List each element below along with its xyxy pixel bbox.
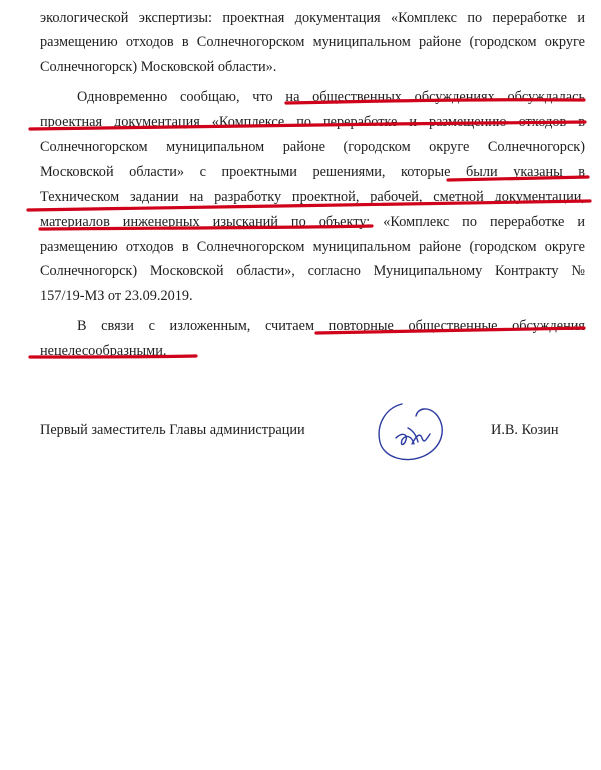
paragraph-3-line-2: нецелесообразными. <box>40 343 167 359</box>
paragraph-2-line-8: Солнечногорск) Московской области», согласно Муниципальному Контракту № <box>40 263 585 279</box>
paragraph-2-line-9: 157/19-МЗ от 23.09.2019. <box>40 288 193 304</box>
paragraph-2-line-6: материалов инженерных изысканий по объекту: «Комплекс по переработке и <box>40 214 585 230</box>
paragraph-2-line-1: Одновременно сообщаю, что на общественных обсуждениях обсуждалась <box>77 89 585 105</box>
paragraph-2-line-3: Солнечногорском муниципальном районе (городском округе Солнечногорск) <box>40 139 585 155</box>
signature-image <box>372 398 452 468</box>
paragraph-1-line-2: размещению отходов в Солнечногорском муниципальном районе (городском округе <box>40 34 585 50</box>
paragraph-2-line-2: проектная документация «Комплексе по переработке и размещению отходов в <box>40 114 585 130</box>
signatory-name: И.В. Козин <box>491 422 559 438</box>
paragraph-1-line-3: Солнечногорск) Московской области». <box>40 59 277 75</box>
signatory-position: Первый заместитель Главы администрации <box>40 422 305 438</box>
paragraph-2-line-7: размещению отходов в Солнечногорском муниципальном районе (городском округе <box>40 239 585 255</box>
paragraph-2-line-5: Техническом задании на разработку проектной, рабочей, сметной документации, <box>40 189 585 205</box>
paragraph-1-line-1: экологической экспертизы: проектная документация «Комплекс по переработке и <box>40 10 585 26</box>
paragraph-3-line-1: В связи с изложенным, считаем повторные общественные обсуждения <box>77 318 585 334</box>
paragraph-2-line-4: Московской области» с проектными решениями, которые были указаны в <box>40 164 585 180</box>
